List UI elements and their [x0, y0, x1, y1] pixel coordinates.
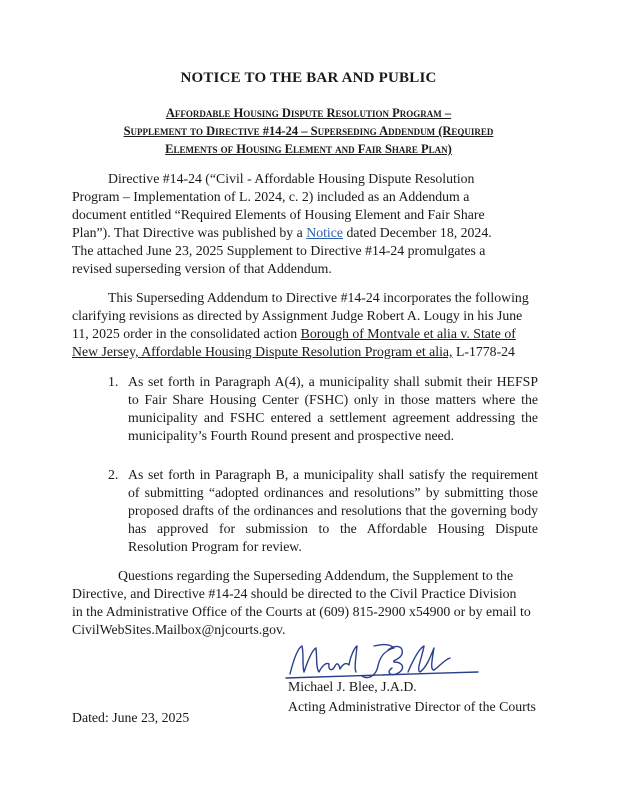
questions-paragraph: [72, 567, 552, 639]
intro-line-2: Program – Implementation of L. 2024, c. 2) included as an Addendum a: [72, 189, 470, 204]
questions-line-1: Questions regarding the Superseding Addendum, the Supplement to the: [118, 568, 514, 583]
intro-line-6: revised superseding version of that Addendum.: [72, 261, 332, 276]
revisions-line-3: [72, 325, 548, 343]
signer-name: Michael J. Blee, J.A.D.: [288, 679, 417, 694]
signature-block: [288, 678, 536, 715]
list-item-number: 2.: [108, 467, 119, 482]
intro-line-1: Directive #14-24 (“Civil - Affordable Housing Dispute Resolution: [108, 171, 475, 186]
intro-paragraph: [72, 170, 548, 278]
revisions-line-4: [72, 343, 548, 361]
questions-line-2: Directive, and Directive #14-24 should be directed to the Civil Practice Division: [72, 586, 517, 601]
questions-line-3: in the Administrative Office of the Courts at (609) 815-2900 x54900 or by email to: [72, 604, 531, 619]
list-item-text: As set forth in Paragraph A(4), a municipality shall submit their HEFSP to Fair Share Housing Center (FSHC) only in those matters where the municipality and FSHC entered a settlement agreement addressing the municipality’s Fourth Round present and prospective need.: [128, 374, 538, 443]
list-item-text: As set forth in Paragraph B, a municipality shall satisfy the requirement of submitting “adopted ordinances and resolutions” by submitting those proposed drafts of the ordinances and resolutions that the governing body has approved for submission to the Affordable Housing Dispute Resolution Program for review.: [128, 467, 538, 554]
questions-line-4: CivilWebSites.Mailbox@njcourts.gov.: [72, 622, 286, 637]
intro-line-4: [72, 224, 548, 242]
notice-title: NOTICE TO THE BAR AND PUBLIC: [180, 70, 437, 86]
revisions-line-2: clarifying revisions as directed by Assignment Judge Robert A. Lougy in his June: [72, 308, 523, 323]
intro-line-4-text: Plan”). That Directive was published by a: [72, 225, 307, 240]
dated-line: Dated: June 23, 2025: [72, 710, 190, 725]
intro-line-4-date: dated December 18, 2024.: [343, 225, 492, 240]
notice-link[interactable]: Notice: [306, 225, 344, 240]
docket-number: L-1778-24: [452, 344, 515, 359]
list-item-number: 1.: [108, 374, 119, 389]
subtitle-line-3: Elements of Housing Element and Fair Share Plan): [165, 142, 452, 156]
revisions-paragraph: [72, 289, 548, 361]
revisions-line-1: This Superseding Addendum to Directive #14-24 incorporates the following: [108, 290, 529, 305]
case-name-part-1: Borough of Montvale et alia v. State of: [300, 326, 516, 341]
revisions-line-3-text: 11, 2025 order in the consolidated action: [72, 326, 301, 341]
subtitle-line-2: Supplement to Directive #14-24 – Superseding Addendum (Required: [123, 124, 494, 138]
signer-title: Acting Administrative Director of the Courts: [288, 699, 536, 714]
intro-line-5: The attached June 23, 2025 Supplement to Directive #14-24 promulgates a: [72, 243, 486, 258]
case-name-part-2: New Jersey, Affordable Housing Dispute Resolution Program et alia,: [72, 344, 453, 359]
intro-line-3: document entitled “Required Elements of Housing Element and Fair Share: [72, 207, 485, 222]
subtitle-line-1: Affordable Housing Dispute Resolution Program –: [165, 106, 452, 120]
